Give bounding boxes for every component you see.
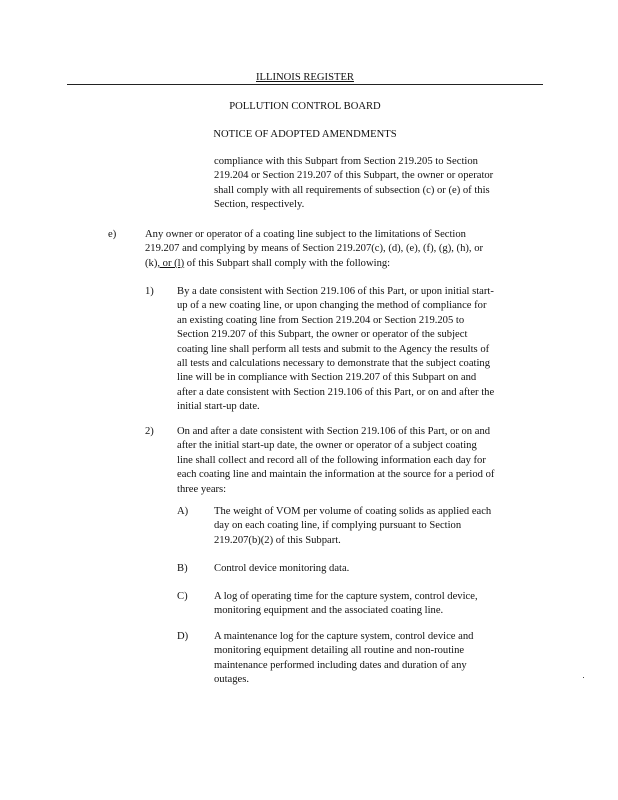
text-line: By a date consistent with Section 219.106 of this Part, or upon initial start- — [177, 286, 494, 297]
board-title: POLLUTION CONTROL BOARD — [229, 101, 381, 112]
text-line: Section, respectively. — [214, 199, 305, 211]
text-line: initial start-up date. — [177, 401, 260, 413]
text-line: coating line shall perform all tests and submit to the Agency the results of — [177, 343, 490, 355]
subitem-d-text — [214, 630, 534, 688]
text-line: 219.207(b)(2) of this Subpart. — [214, 534, 341, 546]
section-e-label: e) — [108, 229, 117, 240]
item-2-label: 2) — [145, 426, 154, 437]
subitem-c-text — [214, 590, 534, 619]
item-1-text — [177, 285, 541, 415]
text-line: The weight of VOM per volume of coating solids as applied each — [214, 506, 492, 517]
text-line: each coating line and maintain the information at the source for a period of — [177, 469, 495, 481]
text-line: On and after a date consistent with Section 219.106 of this Part, or on and — [177, 426, 491, 437]
text-line: three years: — [177, 483, 227, 495]
text-line: after a date consistent with Section 219.106 of this Part, or on and after the — [177, 386, 495, 398]
text-line: compliance with this Subpart from Section 219.205 to Section — [214, 156, 478, 167]
continuation-paragraph — [214, 155, 532, 213]
subitem-a-text — [214, 505, 534, 548]
text-line: monitoring equipment detailing all routine and non-routine — [214, 645, 465, 657]
text-segment: of this Subpart shall comply with the following: — [184, 257, 391, 269]
text-line: after the initial start-up date, the owner or operator of a subject coating — [177, 440, 477, 452]
text-line: Section 219.207 of this Subpart, the owner or operator of the subject — [177, 329, 468, 341]
section-e-text — [145, 228, 535, 271]
inserted-text: , or (l) — [157, 257, 185, 269]
subitem-b-label: B) — [177, 563, 188, 574]
text-line: A log of operating time for the capture system, control device, — [214, 591, 478, 602]
register-title: ILLINOIS REGISTER — [256, 72, 354, 83]
text-line: line shall collect and record all of the following information each day for — [177, 454, 486, 466]
subitem-c-label: C) — [177, 591, 188, 602]
text-line: 219.207 and complying by means of Section 219.207(c), (d), (e), (f), (g), (h), or — [145, 243, 484, 255]
header-rule — [67, 84, 543, 85]
scan-speck — [583, 677, 584, 678]
text-line: an existing coating line from Section 219.204 or Section 219.205 to — [177, 314, 465, 326]
text-line: outages. — [214, 674, 250, 686]
text-line — [145, 257, 535, 271]
text-line: Control device monitoring data. — [214, 563, 350, 574]
item-2-text — [177, 425, 541, 497]
subitem-b-text — [214, 562, 534, 576]
text-line: 219.204 or Section 219.207 of this Subpart, the owner or operator — [214, 170, 494, 182]
notice-title: NOTICE OF ADOPTED AMENDMENTS — [213, 129, 397, 140]
text-line: maintenance performed including dates and duration of any — [214, 659, 467, 671]
text-line: line will be in compliance with Section 219.207 of this Subpart on and — [177, 372, 477, 384]
text-line: up of a new coating line, or upon changing the method of compliance for — [177, 300, 487, 312]
text-line: shall comply with all requirements of subsection (c) or (e) of this — [214, 184, 490, 196]
text-line: day on each coating line, if complying pursuant to Section — [214, 520, 462, 532]
subitem-a-label: A) — [177, 506, 189, 517]
text-line: all tests and calculations necessary to demonstrate that the subject coating — [177, 358, 491, 370]
text-line: A maintenance log for the capture system, control device and — [214, 631, 474, 642]
subitem-d-label: D) — [177, 631, 189, 642]
text-line: monitoring equipment and the associated coating line. — [214, 605, 444, 617]
text-line: Any owner or operator of a coating line subject to the limitations of Section — [145, 229, 466, 240]
text-segment: (k) — [145, 257, 158, 269]
item-1-label: 1) — [145, 286, 154, 297]
